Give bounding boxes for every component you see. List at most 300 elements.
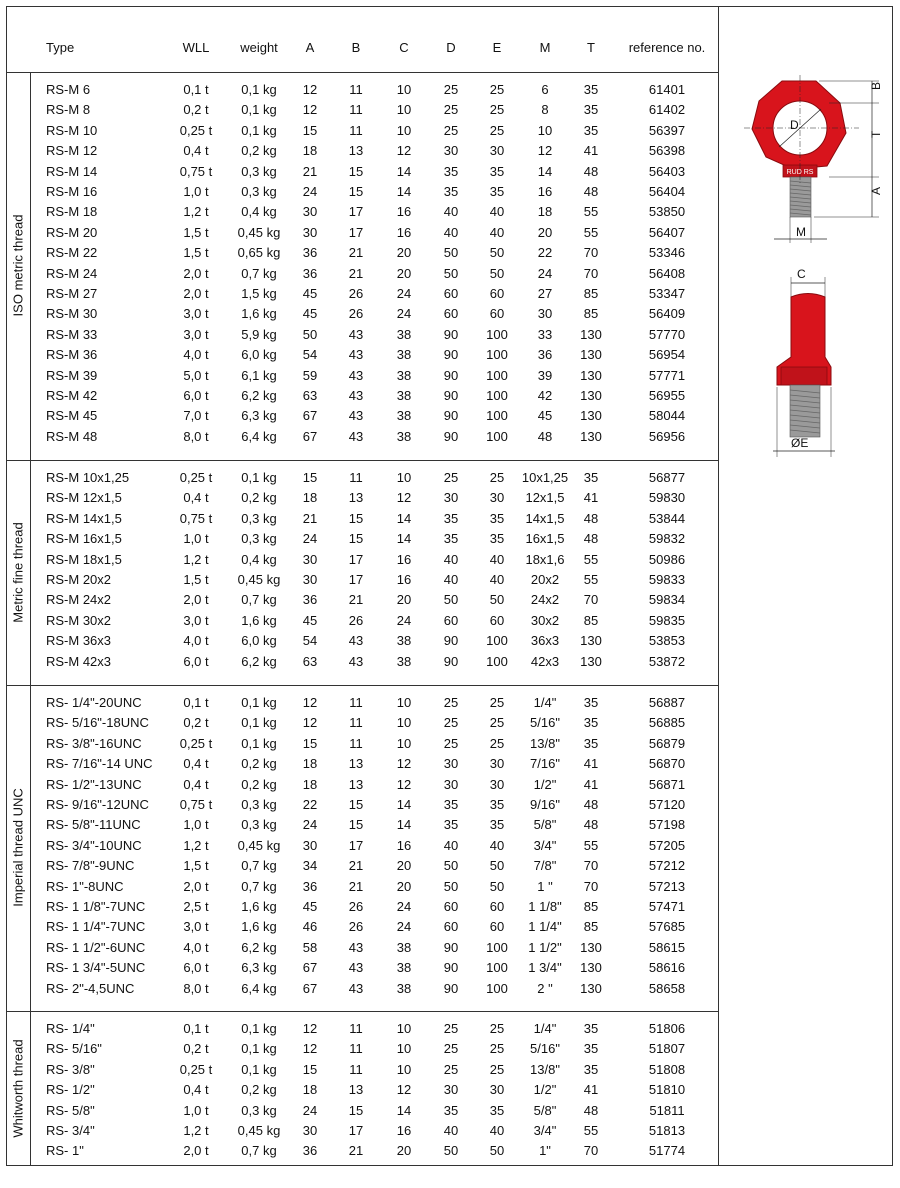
cell-type: RS-M 20 [46, 224, 98, 240]
cell-t: 35 [583, 715, 599, 731]
table-row [6, 570, 718, 590]
cell-a: 30 [302, 551, 318, 567]
cell-wll: 2,0 t [183, 286, 209, 301]
cell-e: 25 [489, 1021, 505, 1036]
cell-a: 36 [302, 245, 318, 261]
cell-a: 63 [302, 653, 318, 669]
cell-m: 3/4" [533, 837, 557, 853]
cell-weight: 0,3 kg [241, 184, 277, 199]
cell-d: 90 [443, 428, 459, 444]
cell-m: 5/16" [530, 1041, 560, 1057]
cell-wll: 0,4 t [183, 1082, 209, 1098]
cell-m: 1 3/4" [528, 960, 562, 976]
cell-e: 35 [489, 1102, 505, 1118]
cell-b: 11 [349, 715, 363, 731]
cell-weight: 0,4 kg [241, 551, 277, 567]
cell-b: 43 [348, 388, 364, 403]
cell-type: RS- 9/16"-12UNC [46, 797, 149, 812]
cell-weight: 0,45 kg [237, 1123, 281, 1138]
header-a: A [305, 40, 315, 55]
cell-type: RS-M 39 [46, 367, 98, 383]
cell-c: 38 [396, 980, 412, 996]
cell-type: RS-M 14 [46, 163, 98, 179]
cell-t: 35 [583, 102, 599, 118]
dim-D-label: D [790, 118, 799, 132]
cell-a: 12 [302, 1041, 318, 1057]
header-weight: weight [240, 40, 278, 55]
cell-t: 55 [583, 551, 599, 567]
cell-a: 34 [302, 858, 318, 874]
cell-c: 38 [396, 347, 412, 363]
cell-weight: 1,6 kg [241, 306, 277, 322]
cell-b: 15 [348, 1102, 364, 1118]
cell-type: RS- 1/4" [46, 1021, 95, 1036]
cell-b: 11 [349, 695, 363, 710]
cell-reference-no: 53346 [648, 245, 686, 261]
cell-e: 60 [489, 899, 505, 914]
cell-e: 100 [486, 939, 508, 955]
cell-m: 14 [537, 163, 553, 179]
cell-d: 30 [443, 776, 459, 792]
cell-t: 48 [583, 184, 599, 199]
cell-wll: 0,75 t [179, 797, 213, 812]
table-row [6, 631, 718, 651]
cell-m: 22 [537, 245, 553, 261]
cell-m: 12 [537, 143, 553, 159]
cell-reference-no: 56403 [648, 163, 686, 179]
table-row [6, 815, 718, 835]
cell-type: RS-M 14x1,5 [46, 510, 122, 526]
cell-c: 10 [396, 1021, 412, 1036]
cell-c: 10 [396, 1061, 412, 1077]
cell-type: RS- 7/8"-9UNC [46, 858, 135, 874]
table-row [6, 366, 718, 386]
cell-a: 67 [302, 428, 318, 444]
cell-weight: 0,1 kg [241, 122, 277, 138]
cell-c: 10 [396, 1041, 412, 1057]
cell-a: 45 [302, 286, 318, 301]
section-label: ISO metric thread [10, 214, 26, 317]
dim-A-label: A [869, 186, 883, 195]
cell-a: 12 [302, 695, 318, 710]
header-d: D [446, 40, 456, 55]
cell-e: 40 [489, 572, 505, 587]
cell-a: 30 [302, 224, 318, 240]
cell-e: 25 [489, 735, 505, 751]
cell-d: 30 [443, 490, 459, 506]
cell-wll: 0,2 t [183, 715, 209, 731]
cell-type: RS-M 6 [46, 82, 91, 97]
cell-wll: 0,2 t [183, 1041, 209, 1057]
cell-weight: 0,45 kg [237, 572, 281, 587]
cell-reference-no: 58616 [648, 960, 686, 976]
cell-c: 10 [396, 735, 412, 751]
cell-t: 35 [583, 122, 599, 138]
cell-c: 10 [396, 715, 412, 731]
cell-type: RS- 1/4"-20UNC [46, 695, 142, 710]
cell-type: RS-M 42 [46, 388, 98, 403]
cell-t: 85 [583, 899, 599, 914]
table-row [6, 611, 718, 631]
cell-wll: 1,2 t [183, 1123, 209, 1138]
cell-d: 90 [443, 326, 459, 342]
cell-e: 25 [489, 82, 505, 97]
cell-d: 25 [443, 715, 459, 731]
cell-m: 5/8" [533, 817, 557, 833]
cell-reference-no: 51806 [648, 1021, 686, 1036]
cell-e: 100 [486, 347, 508, 363]
cell-m: 20 [537, 224, 553, 240]
cell-a: 46 [302, 919, 318, 935]
cell-e: 35 [489, 817, 505, 833]
cell-weight: 0,3 kg [241, 1102, 277, 1118]
thread-front [790, 177, 811, 217]
cell-e: 100 [486, 326, 508, 342]
section-label: Whitworth thread [10, 1038, 26, 1138]
table-row [6, 1101, 718, 1121]
cell-reference-no: 56409 [648, 306, 686, 322]
cell-b: 11 [349, 1021, 363, 1036]
cell-reference-no: 56879 [648, 735, 686, 751]
table-row [6, 1121, 718, 1141]
cell-a: 21 [302, 163, 318, 179]
cell-t: 70 [583, 858, 599, 874]
cell-c: 10 [396, 82, 412, 97]
cell-d: 25 [443, 82, 459, 97]
cell-wll: 0,25 t [179, 735, 213, 751]
cell-type: RS- 1"-8UNC [46, 878, 124, 894]
cell-weight: 1,6 kg [241, 612, 277, 628]
cell-m: 42 [537, 388, 553, 403]
table-row [6, 754, 718, 774]
table-row [6, 897, 718, 917]
cell-reference-no: 57212 [648, 858, 686, 874]
cell-reference-no: 56956 [648, 428, 686, 444]
cell-b: 15 [348, 510, 364, 526]
cell-d: 90 [443, 960, 459, 976]
cell-reference-no: 61401 [648, 82, 686, 97]
cell-a: 24 [302, 184, 318, 199]
table-row [6, 652, 718, 672]
cell-c: 14 [396, 184, 412, 199]
cell-d: 30 [443, 143, 459, 159]
cell-type: RS-M 27 [46, 286, 98, 301]
cell-a: 12 [302, 82, 318, 97]
cell-weight: 0,45 kg [237, 224, 281, 240]
eyebolt-drawing [719, 7, 892, 487]
cell-reference-no: 57771 [648, 367, 686, 383]
table-row [6, 325, 718, 345]
cell-d: 60 [443, 612, 459, 628]
cell-b: 26 [348, 919, 364, 935]
cell-type: RS-M 16 [46, 184, 98, 199]
cell-d: 40 [443, 204, 459, 220]
cell-c: 20 [396, 265, 412, 281]
cell-wll: 1,5 t [183, 858, 209, 874]
table-row [6, 243, 718, 263]
cell-reference-no: 56887 [648, 695, 686, 710]
header-reference-no: reference no. [628, 40, 706, 55]
cell-reference-no: 57205 [648, 837, 686, 853]
cell-type: RS- 3/4"-10UNC [46, 837, 142, 853]
cell-m: 36x3 [530, 633, 560, 649]
cell-c: 20 [396, 245, 412, 261]
cell-e: 100 [486, 388, 508, 403]
cell-a: 54 [302, 633, 318, 649]
cell-wll: 3,0 t [183, 326, 209, 342]
cell-m: 1 1/2" [528, 939, 562, 955]
cell-type: RS- 1 3/4"-5UNC [46, 960, 146, 976]
cell-m: 8 [541, 102, 549, 118]
cell-b: 43 [348, 326, 364, 342]
cell-b: 13 [348, 756, 364, 772]
table-row [6, 713, 718, 733]
table-row [6, 529, 718, 549]
cell-weight: 6,3 kg [241, 960, 277, 976]
cell-b: 43 [348, 980, 364, 996]
cell-c: 38 [396, 428, 412, 444]
cell-a: 45 [302, 899, 318, 914]
cell-reference-no: 58615 [648, 939, 686, 955]
cell-reference-no: 61402 [648, 102, 686, 118]
cell-type: RS-M 22 [46, 245, 98, 261]
cell-t: 130 [580, 326, 602, 342]
cell-a: 30 [302, 204, 318, 220]
cell-b: 17 [348, 224, 364, 240]
cell-c: 38 [396, 367, 412, 383]
cell-c: 24 [396, 306, 412, 322]
cell-wll: 2,0 t [183, 1143, 209, 1159]
cell-c: 10 [396, 102, 412, 118]
cell-e: 40 [489, 1123, 505, 1138]
cell-d: 35 [443, 1102, 459, 1118]
cell-e: 25 [489, 1061, 505, 1077]
cell-e: 60 [489, 919, 505, 935]
cell-a: 67 [302, 980, 318, 996]
cell-d: 25 [443, 1061, 459, 1077]
cell-m: 1 1/8" [528, 899, 562, 914]
cell-t: 41 [583, 143, 599, 159]
cell-a: 36 [302, 1143, 318, 1159]
cell-m: 16 [537, 184, 553, 199]
cell-t: 55 [583, 204, 599, 220]
table-row [6, 223, 718, 243]
cell-b: 43 [348, 633, 364, 649]
cell-c: 24 [396, 919, 412, 935]
cell-wll: 2,0 t [183, 592, 209, 608]
cell-b: 11 [349, 1041, 363, 1057]
cell-m: 1" [539, 1143, 551, 1159]
cell-d: 25 [443, 1021, 459, 1036]
cell-reference-no: 53850 [648, 204, 686, 220]
cell-a: 45 [302, 306, 318, 322]
cell-m: 5/8" [533, 1102, 557, 1118]
cell-wll: 1,2 t [183, 837, 209, 853]
cell-b: 17 [348, 551, 364, 567]
cell-b: 15 [348, 184, 364, 199]
cell-d: 35 [443, 510, 459, 526]
table-row [6, 836, 718, 856]
cell-reference-no: 57213 [648, 878, 686, 894]
cell-b: 26 [348, 899, 364, 914]
cell-reference-no: 53872 [648, 653, 686, 669]
cell-e: 50 [489, 878, 505, 894]
header-type: Type [46, 40, 75, 55]
cell-d: 60 [443, 306, 459, 322]
header-e: E [492, 40, 502, 55]
cell-weight: 6,2 kg [241, 653, 277, 669]
cell-weight: 5,9 kg [241, 326, 277, 342]
cell-b: 43 [348, 408, 364, 424]
cell-weight: 6,4 kg [241, 980, 277, 996]
cell-b: 43 [348, 939, 364, 955]
cell-weight: 1,6 kg [241, 899, 277, 914]
cell-t: 55 [583, 572, 599, 587]
cell-a: 12 [302, 102, 318, 118]
cell-d: 25 [443, 102, 459, 118]
cell-wll: 0,4 t [183, 776, 209, 792]
cell-weight: 0,1 kg [241, 735, 277, 751]
cell-e: 40 [489, 837, 505, 853]
dim-T-label: T [869, 130, 883, 138]
cell-c: 20 [396, 858, 412, 874]
cell-b: 21 [348, 592, 364, 608]
cell-wll: 1,5 t [183, 224, 209, 240]
cell-e: 50 [489, 592, 505, 608]
cell-t: 41 [583, 490, 599, 506]
cell-a: 21 [302, 510, 318, 526]
cell-c: 14 [396, 510, 412, 526]
cell-weight: 0,1 kg [241, 470, 277, 485]
cell-c: 38 [396, 653, 412, 669]
cell-d: 40 [443, 551, 459, 567]
cell-t: 35 [583, 1041, 599, 1057]
cell-reference-no: 58044 [648, 408, 686, 424]
header-t: T [587, 40, 595, 55]
cell-m: 2 " [537, 980, 553, 996]
cell-b: 43 [348, 428, 364, 444]
cell-weight: 0,3 kg [241, 817, 277, 833]
cell-t: 85 [583, 919, 599, 935]
cell-m: 9/16" [530, 797, 560, 812]
table-row [6, 856, 718, 876]
cell-c: 12 [396, 756, 412, 772]
cell-d: 25 [443, 695, 459, 710]
cell-wll: 0,75 t [179, 510, 213, 526]
cell-e: 50 [489, 858, 505, 874]
cell-b: 26 [348, 286, 364, 301]
cell-wll: 4,0 t [183, 939, 209, 955]
cell-reference-no: 57471 [648, 899, 686, 914]
cell-a: 54 [302, 347, 318, 363]
cell-weight: 0,1 kg [241, 1061, 277, 1077]
cell-t: 70 [583, 1143, 599, 1159]
cell-b: 15 [348, 163, 364, 179]
cell-wll: 4,0 t [183, 347, 209, 363]
cell-a: 58 [302, 939, 318, 955]
cell-type: RS-M 10 [46, 122, 98, 138]
cell-weight: 0,7 kg [241, 1143, 277, 1159]
cell-b: 15 [348, 817, 364, 833]
cell-t: 35 [583, 695, 599, 710]
cell-t: 55 [583, 224, 599, 240]
cell-c: 38 [396, 633, 412, 649]
cell-weight: 0,1 kg [241, 1021, 277, 1036]
cell-e: 40 [489, 551, 505, 567]
cell-d: 90 [443, 653, 459, 669]
table-row [6, 775, 718, 795]
cell-m: 10 [537, 122, 553, 138]
cell-t: 41 [583, 1082, 599, 1098]
cell-m: 1/2" [533, 776, 557, 792]
cell-c: 20 [396, 592, 412, 608]
eyebolt-front-view [744, 75, 883, 243]
section-separator [6, 460, 718, 461]
table-row [6, 304, 718, 324]
cell-t: 70 [583, 878, 599, 894]
cell-wll: 1,0 t [183, 531, 209, 547]
cell-wll: 5,0 t [183, 367, 209, 383]
cell-e: 50 [489, 245, 505, 261]
cell-e: 25 [489, 1041, 505, 1057]
cell-d: 50 [443, 245, 459, 261]
cell-type: RS- 3/8" [46, 1061, 95, 1077]
cell-a: 15 [302, 1061, 318, 1077]
table-row [6, 182, 718, 202]
cell-reference-no: 56404 [648, 184, 686, 199]
table-row [6, 1080, 718, 1100]
header-c: C [399, 40, 409, 55]
cell-weight: 0,1 kg [241, 82, 277, 97]
cell-wll: 1,5 t [183, 572, 209, 587]
cell-e: 25 [489, 715, 505, 731]
cell-reference-no: 58658 [648, 980, 686, 996]
header-wll: WLL [182, 40, 210, 55]
table-row [6, 80, 718, 100]
cell-m: 48 [537, 428, 553, 444]
cell-weight: 0,45 kg [237, 837, 281, 853]
cell-type: RS-M 36x3 [46, 633, 112, 649]
cell-weight: 0,1 kg [241, 102, 277, 118]
cell-c: 14 [396, 163, 412, 179]
cell-m: 1 1/4" [528, 919, 562, 935]
cell-m: 30 [537, 306, 553, 322]
cell-wll: 0,1 t [183, 1021, 209, 1036]
table-row [6, 938, 718, 958]
cell-weight: 0,3 kg [241, 163, 277, 179]
cell-c: 14 [396, 531, 412, 547]
cell-weight: 0,1 kg [241, 715, 277, 731]
cell-type: RS- 1 1/2"-6UNC [46, 939, 146, 955]
cell-t: 130 [580, 960, 602, 976]
cell-reference-no: 53844 [648, 510, 686, 526]
cell-d: 90 [443, 347, 459, 363]
cell-a: 36 [302, 592, 318, 608]
cell-d: 35 [443, 184, 459, 199]
cell-d: 50 [443, 878, 459, 894]
cell-m: 7/8" [533, 858, 557, 874]
cell-weight: 0,2 kg [241, 776, 277, 792]
cell-type: RS-M 8 [46, 102, 91, 118]
cell-a: 12 [302, 715, 318, 731]
cell-weight: 0,2 kg [241, 1082, 277, 1098]
cell-type: RS-M 12x1,5 [46, 490, 122, 506]
cell-t: 130 [580, 939, 602, 955]
cell-wll: 0,4 t [183, 143, 209, 159]
cell-m: 13/8" [530, 1061, 560, 1077]
table-row [6, 917, 718, 937]
cell-t: 48 [583, 531, 599, 547]
